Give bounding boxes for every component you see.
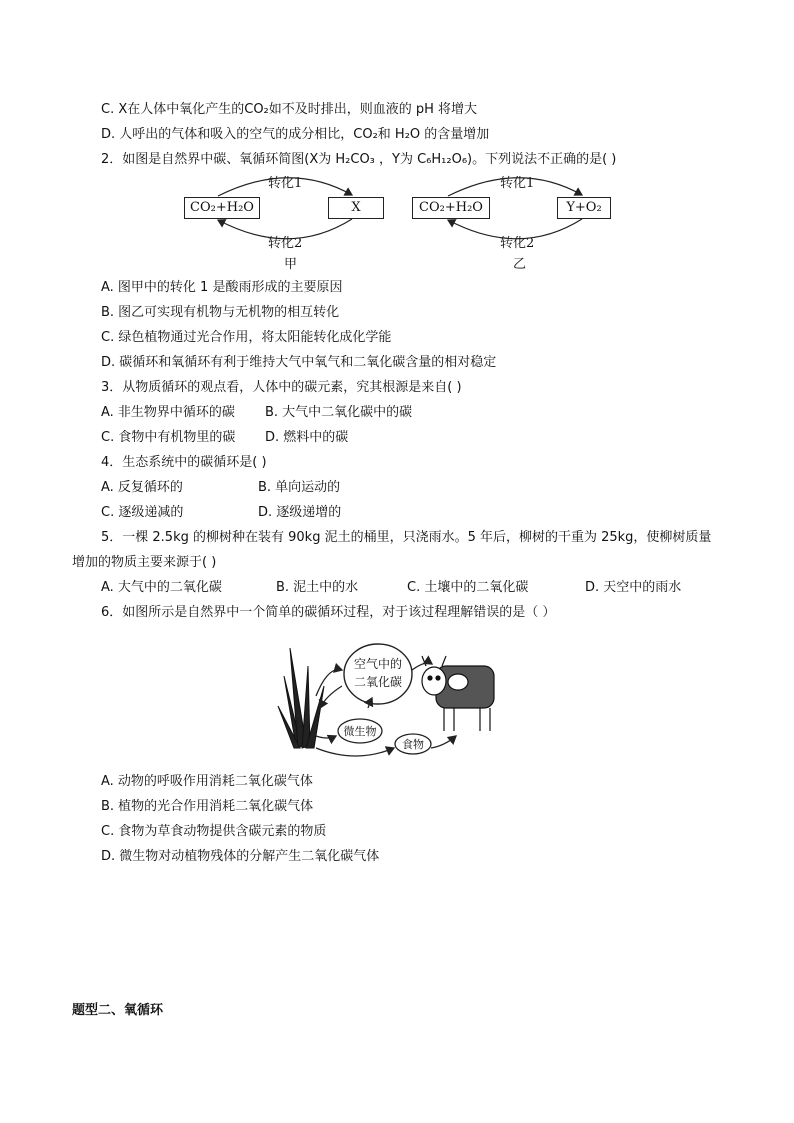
q4-option-c: C. 逐级递减的	[101, 505, 184, 520]
q4-option-d: D. 逐级递增的	[258, 505, 342, 520]
q6-stem: 6．如图所示是自然界中一个简单的碳循环过程，对于该过程理解错误的是（ ）	[101, 605, 556, 620]
q2-option-a: A. 图甲中的转化 1 是酸雨形成的主要原因	[101, 280, 343, 295]
q6-option-c: C. 食物为草食动物提供含碳元素的物质	[101, 824, 327, 839]
q3-option-a: A. 非生物界中循环的碳	[101, 405, 235, 420]
jia-top-label: 转化1	[268, 176, 303, 191]
plant-icon	[278, 648, 324, 748]
yi-caption: 乙	[513, 257, 527, 272]
q5-stem-line2: 增加的物质主要来源于( )	[72, 555, 217, 570]
carbon-cycle-figure	[276, 636, 506, 766]
q4-option-a: A. 反复循环的	[101, 480, 183, 495]
svg-text:食物: 食物	[402, 738, 424, 751]
q5-option-c: C. 土壤中的二氧化碳	[407, 580, 529, 595]
jia-arrow-1	[218, 178, 352, 196]
q1-option-d: D. 人呼出的气体和吸入的空气的成分相比，CO₂和 H₂O 的含量增加	[101, 127, 490, 142]
q3-option-d: D. 燃料中的碳	[265, 430, 349, 445]
q6-option-a: A. 动物的呼吸作用消耗二氧化碳气体	[101, 774, 313, 789]
jia-arrow-2	[218, 219, 352, 239]
yi-left-box: CO₂+H₂O	[412, 197, 490, 219]
svg-text:二氧化碳: 二氧化碳	[353, 675, 403, 689]
jia-caption: 甲	[284, 257, 298, 272]
cow-icon	[422, 656, 494, 731]
q3-option-c: C. 食物中有机物里的碳	[101, 430, 236, 445]
q2-option-d: D. 碳循环和氧循环有利于维持大气中氧气和二氧化碳含量的相对稳定	[101, 355, 497, 370]
microbe-icon	[338, 719, 382, 743]
q2-option-c: C. 绿色植物通过光合作用，将太阳能转化成化学能	[101, 330, 392, 345]
q3-option-b: B. 大气中二氧化碳中的碳	[265, 405, 413, 420]
q2-option-b: B. 图乙可实现有机物与无机物的相互转化	[101, 305, 340, 320]
yi-right-box: Y+O₂	[557, 197, 611, 219]
yi-arrow-1	[448, 178, 582, 196]
svg-text:空气中的: 空气中的	[353, 657, 403, 671]
jia-right-box: X	[328, 197, 384, 219]
q1-option-c: C. X在人体中氧化产生的CO₂如不及时排出，则血液的 pH 将增大	[101, 102, 478, 117]
yi-bottom-label: 转化2	[500, 236, 535, 251]
q5-stem-line1: 5．一棵 2.5kg 的柳树种在装有 90kg 泥土的桶里，只浇雨水。5 年后，柳树的干重为 25kg，使柳树质量	[101, 530, 712, 545]
q5-option-b: B. 泥土中的水	[276, 580, 359, 595]
q6-option-b: B. 植物的光合作用消耗二氧化碳气体	[101, 799, 314, 814]
air-cloud-icon	[344, 644, 412, 704]
yi-top-label: 转化1	[500, 176, 535, 191]
food-icon	[395, 734, 431, 754]
jia-bottom-label: 转化2	[268, 236, 303, 251]
q5-option-d: D. 天空中的雨水	[585, 580, 682, 595]
q5-option-a: A. 大气中的二氧化碳	[101, 580, 222, 595]
yi-arrow-2	[448, 219, 582, 239]
section-title: 题型二、氧循环	[72, 1003, 164, 1018]
q3-stem: 3．从物质循环的观点看，人体中的碳元素，究其根源是来自( )	[101, 380, 462, 395]
q4-stem: 4．生态系统中的碳循环是( )	[101, 455, 267, 470]
q4-option-b: B. 单向运动的	[258, 480, 341, 495]
jia-left-box: CO₂+H₂O	[184, 197, 260, 219]
q6-option-d: D. 微生物对动植物残体的分解产生二氧化碳气体	[101, 849, 380, 864]
svg-text:微生物: 微生物	[343, 725, 377, 738]
q2-stem: 2．如图是自然界中碳、氧循环简图(X为 H₂CO₃ ，Y为 C₆H₁₂O₆)。下列说法不正确的是( )	[101, 152, 617, 167]
